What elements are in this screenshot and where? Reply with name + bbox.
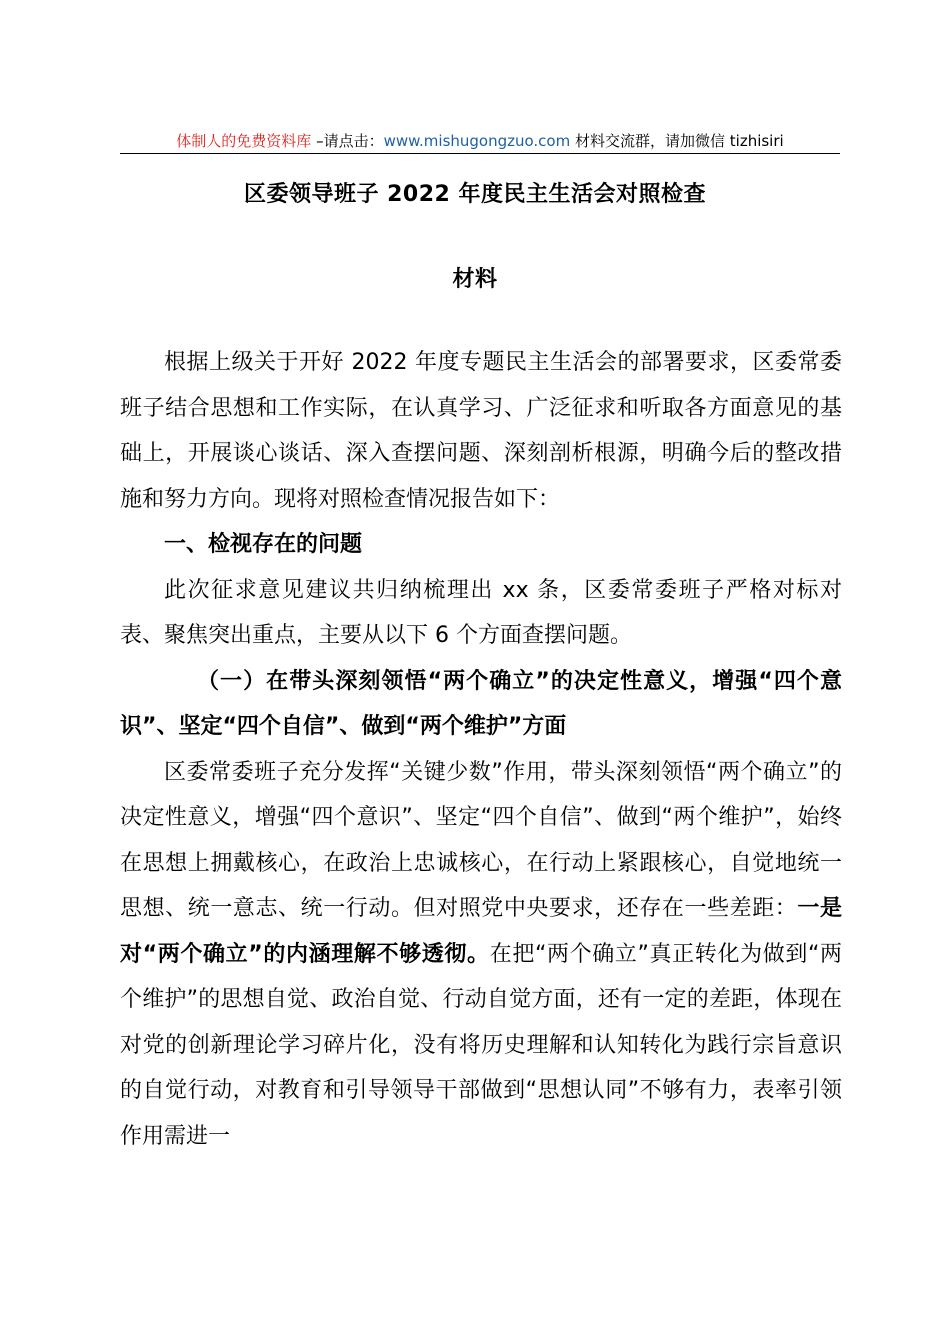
header-site-name: 体制人的免费资料库 [176,132,312,150]
intro-paragraph: 根据上级关于开好 2022 年度专题民主生活会的部署要求，区委常委班子结合思想和工作实际，在认真学习、广泛征求和听取各方面意见的基础上，开展谈心谈话、深入查摆问题、深刻剖析根源，明确今后的整改措施和努力方向。现将对照检查情况报告如下： [120,350,842,512]
section-intro-paragraph: 此次征求意见建议共归纳梳理出 xx 条，区委常委班子严格对标对表、聚焦突出重点，主要从以下 6 个方面查摆问题。 [120,577,842,648]
header-divider [120,153,840,154]
document-body [120,340,842,1159]
document-title-line2: 材料 [452,267,498,292]
body-text-bold-point: 一是对“两个确立”的内涵理解不够透彻。 [120,896,842,967]
page-header [120,131,840,151]
header-url-link[interactable]: www.mishugongzuo.com [383,132,571,150]
header-prompt: –请点击： [311,132,384,150]
body-text-end: 在把“两个确立”真正转化为做到“两个维护”的思想自觉、政治自觉、行动自觉方面，还有一定的差距，体现在对党的创新理论学习碎片化，没有将历史理解和认知转化为践行宗旨意识的自觉行动，对教育和引导领导干部做到“思想认同”不够有力，表率引领作用需进一 [120,941,843,1149]
subsection-heading: （一）在带头深刻领悟“两个确立”的决定性意义，增强“四个意识”、坚定“四个自信”、做到“两个维护”方面 [120,668,842,739]
section-heading: 一、检视存在的问题 [164,532,363,557]
subsection-body-paragraph [120,750,842,1160]
body-text-start: 区委常委班子充分发挥“关键少数”作用，带头深刻领悟“两个确立”的决定性意义，增强“四个意识”、坚定“四个自信”、做到“两个维护”，始终在思想上拥戴核心，在政治上忠诚核心，在行动上紧跟核心，自觉地统一思想、统一意志、统一行动。但对照党中央要求，还存在一些差距： [120,759,842,921]
header-suffix: 材料交流群，请加微信 tizhisiri [570,132,784,150]
document-title: 区委领导班子 2022 年度民主生活会对照检查 [243,182,707,207]
